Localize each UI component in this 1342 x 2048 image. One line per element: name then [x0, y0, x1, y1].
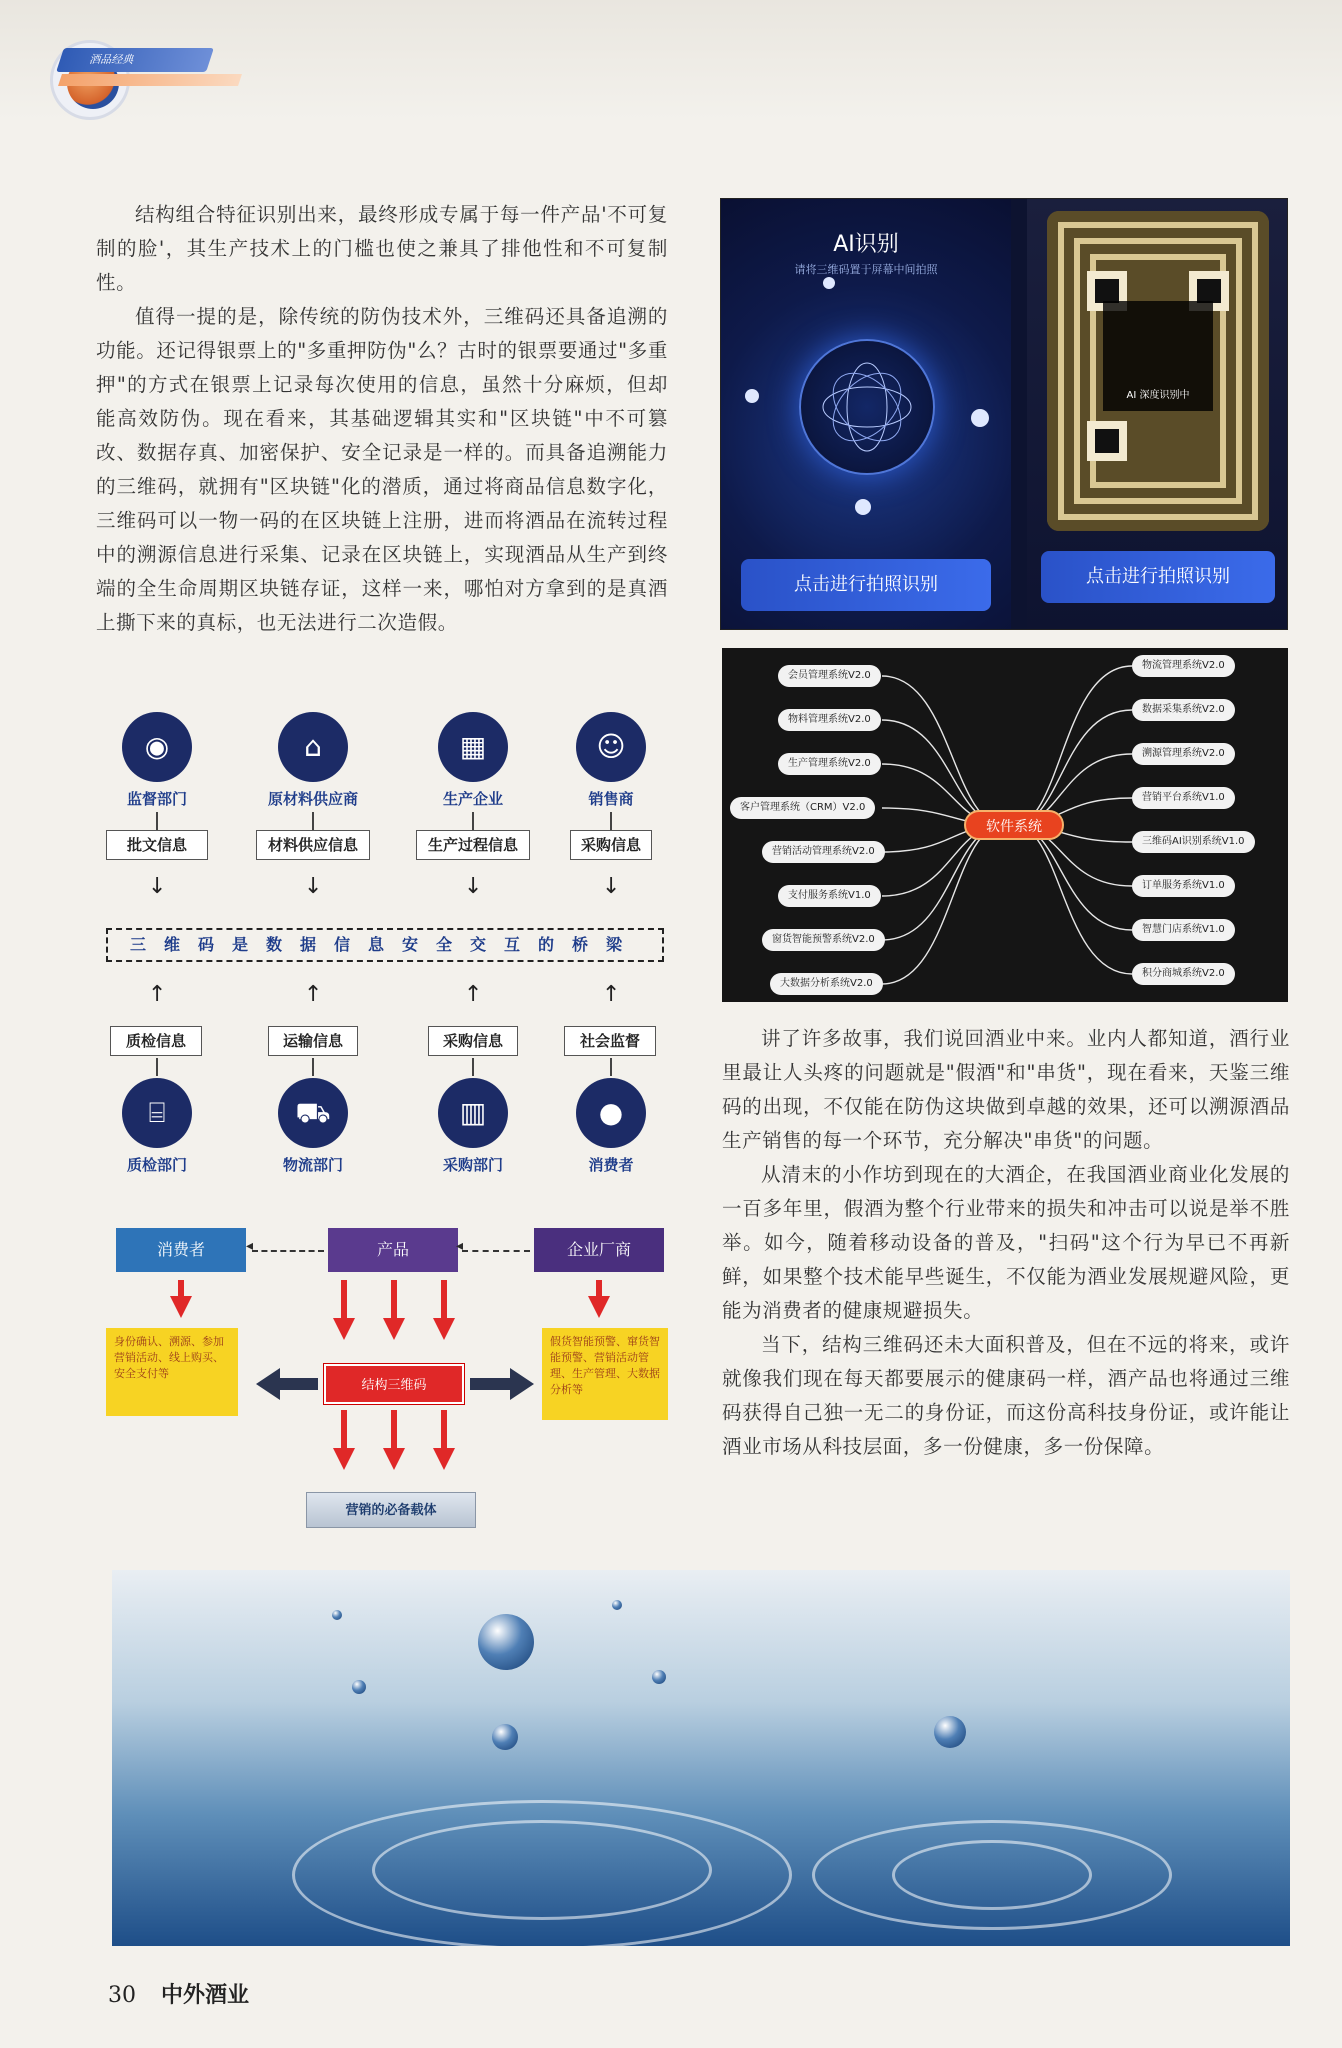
flow-connector [472, 812, 474, 830]
mind-node-left-5: 营销活动管理系统V2.0 [762, 841, 885, 863]
mind-node-left-7: 窗货智能预警系统V2.0 [762, 929, 885, 951]
section-ribbon [56, 48, 214, 72]
flow-connector [610, 812, 612, 830]
red-arrow [391, 1280, 397, 1320]
red-arrow [391, 1410, 397, 1450]
arrow-right-stem [470, 1378, 510, 1390]
flow-connector [312, 812, 314, 830]
water-ripple [892, 1840, 1092, 1910]
ai-dot-icon [745, 389, 759, 403]
mind-node-left-2: 物料管理系统V2.0 [778, 709, 881, 731]
flow-bottom-tag-3: 采购信息 [428, 1026, 518, 1056]
ai-right-screen [1027, 199, 1288, 630]
ai-subtitle: 请将三维码置于屏幕中间拍照 [794, 263, 938, 276]
person-icon: ● [576, 1078, 646, 1148]
flow-bottom-tag-1: 质检信息 [110, 1026, 202, 1056]
arrow-up-icon: ↑ [304, 982, 323, 1007]
mind-node-right-3: 溯源管理系统V2.0 [1132, 743, 1235, 765]
flow-bottom-tag-2: 运输信息 [268, 1026, 358, 1056]
arrow-up-icon: ↑ [602, 982, 621, 1007]
photo-recognize-button-left[interactable]: 点击进行拍照识别 [741, 559, 991, 611]
arrow-down-icon: ↓ [148, 874, 167, 899]
ai-title: AI识别 [833, 232, 899, 257]
water-drop [612, 1600, 622, 1610]
bank-icon: ⌸ [122, 1078, 192, 1148]
arrow-left-icon: ◂ [456, 1238, 464, 1254]
flow-connector [610, 1058, 612, 1076]
ai-dot-icon [971, 409, 989, 427]
red-arrow [341, 1280, 347, 1320]
red-arrow-down-icon [333, 1318, 355, 1340]
page-footer [108, 1978, 249, 2009]
water-drop [934, 1716, 966, 1748]
flow-bottom-title-2: 物流部门 [282, 1156, 343, 1174]
arrow-down-icon: ↓ [602, 874, 621, 899]
mind-node-right-1: 物流管理系统V2.0 [1132, 655, 1235, 677]
red-arrow-down-icon [383, 1318, 405, 1340]
ai-orb-icon [799, 339, 935, 475]
flow-top-tag-1: 批文信息 [106, 830, 208, 860]
consumer-box: 消费者 [116, 1228, 246, 1272]
flow-connector [472, 1058, 474, 1076]
red-arrow [441, 1410, 447, 1450]
flow-bottom-title-1: 质检部门 [126, 1156, 187, 1174]
flow-top-title-2: 原材料供应商 [267, 790, 358, 808]
bridge-banner: 三维码是数据信息安全交互的桥梁 [106, 928, 664, 962]
flow-top-title-4: 销售商 [588, 790, 634, 808]
mind-map-center: 软件系统 [964, 810, 1064, 840]
red-arrow-down-icon [383, 1448, 405, 1470]
arrow-right-icon [510, 1368, 534, 1400]
enterprise-benefits-box: 假货智能预警、窜货智能预警、营销活动管理、生产管理、大数据分析等 [542, 1328, 668, 1420]
red-arrow-down-icon [333, 1448, 355, 1470]
dashed-link [252, 1250, 324, 1252]
right-column-text [722, 1022, 1290, 1464]
mind-node-left-6: 支付服务系统V1.0 [778, 885, 881, 907]
arrow-up-icon: ↑ [148, 982, 167, 1007]
arrow-down-icon: ↓ [304, 874, 323, 899]
arrow-up-icon: ↑ [464, 982, 483, 1007]
flow-connector [156, 1058, 158, 1076]
flow-top-tag-2: 材料供应信息 [256, 830, 370, 860]
photo-recognize-button-right[interactable]: 点击进行拍照识别 [1041, 551, 1275, 603]
ai-left-screen [721, 199, 1011, 630]
arrow-down-icon: ↓ [464, 874, 483, 899]
magazine-name: 中外酒业 [161, 1982, 250, 2008]
right-paragraph-1: 讲了许多故事，我们说回酒业中来。业内人都知道，酒行业里最让人头疼的问题就是"假酒"和"串货"，现在看来，天鉴三维码的出现，不仅能在防伪这块做到卓越的效果，还可以溯源酒品生产销售的每一个环节，充分解决"串货"的问题。 [722, 1027, 1290, 1152]
section-ribbon-accent [58, 74, 242, 86]
ai-dot-icon [855, 499, 871, 515]
consumer-benefits-box: 身份确认、溯源、参加营销活动、线上购买、安全支付等 [106, 1328, 238, 1416]
software-system-mind-map [722, 648, 1288, 1002]
flow-top-title-3: 生产企业 [442, 790, 503, 808]
mind-node-right-2: 数据采集系统V2.0 [1132, 699, 1235, 721]
flow-bottom-title-4: 消费者 [588, 1156, 634, 1174]
red-arrow-down-icon [588, 1296, 610, 1318]
red-arrow-down-icon [170, 1296, 192, 1318]
mind-node-right-5: 三维码AI识别系统V1.0 [1132, 831, 1255, 853]
flow-top-title-1: 监督部门 [126, 790, 187, 808]
left-paragraph-1: 结构组合特征识别出来，最终形成专属于每一件产品'不可复制的脸'，其生产技术上的门槛也使之兼具了排他性和不可复制性。 [96, 203, 668, 294]
qr-code-scan-view [1047, 211, 1269, 531]
product-box: 产品 [328, 1228, 458, 1272]
people-icon: ☺ [576, 712, 646, 782]
ai-recognition-image [720, 198, 1288, 630]
enterprise-box: 企业厂商 [534, 1228, 664, 1272]
red-arrow-down-icon [433, 1448, 455, 1470]
water-ripple [372, 1820, 712, 1920]
building-icon: ▦ [438, 712, 508, 782]
water-drop [652, 1670, 666, 1684]
structure-3d-code-box: 结构三维码 [324, 1364, 464, 1404]
right-paragraph-2: 从清末的小作坊到现在的大酒企，在我国酒业商业化发展的一百多年里，假酒为整个行业带来的损失和冲击可以说是举不胜举。如今，随着移动设备的普及，"扫码"这个行为早已不再新鲜，如果整个技术能早些诞生，不仅能为酒业发展规避风险，更能为消费者的健康规避损失。 [722, 1163, 1290, 1322]
ai-dot-icon [823, 277, 835, 289]
mind-node-right-6: 订单服务系统V1.0 [1132, 875, 1235, 897]
flow-top-tag-3: 生产过程信息 [416, 830, 530, 860]
water-drop [332, 1610, 342, 1620]
water-drop [492, 1724, 518, 1750]
flow-connector [156, 812, 158, 830]
flow-top-tag-4: 采购信息 [570, 830, 652, 860]
section-ribbon-text: 酒品经典 [88, 53, 137, 66]
red-arrow-down-icon [433, 1318, 455, 1340]
mind-node-left-4: 客户管理系统（CRM）V2.0 [730, 797, 875, 819]
right-paragraph-3: 当下，结构三维码还未大面积普及，但在不远的将来，或许就像我们现在每天都要展示的健康码一样，酒产品也将通过三维码获得自己独一无二的身份证，而这份高科技身份证，或许能让酒业市场从科技层面，多一份健康，多一份保障。 [722, 1333, 1290, 1458]
left-paragraph-2: 值得一提的是，除传统的防伪技术外，三维码还具备追溯的功能。还记得银票上的"多重押防伪"么？古时的银票要通过"多重押"的方式在银票上记录每次使用的信息，虽然十分麻烦，但却能高效防伪。现在看来，其基础逻辑其实和"区块链"中不可篡改、数据存真、加密保护、安全记录是一样的。而具备追溯能力的三维码，就拥有"区块链"化的潜质，通过将商品信息数字化，三维码可以一物一码的在区块链上注册，进而将酒品在流转过程中的溯源信息进行采集、记录在区块链上，实现酒品从生产到终端的全生命周期区块链存证，这样一来，哪怕对方拿到的是真酒上撕下来的真标，也无法进行二次造假。 [96, 305, 668, 634]
mind-node-left-8: 大数据分析系统V2.0 [770, 973, 883, 995]
mind-node-left-3: 生产管理系统V2.0 [778, 753, 881, 775]
mind-node-right-4: 营销平台系统V1.0 [1132, 787, 1235, 809]
arrow-left-icon [256, 1368, 280, 1400]
water-splash-photo [112, 1570, 1290, 1946]
flow-bottom-tag-4: 社会监督 [564, 1026, 656, 1056]
flow-bottom-title-3: 采购部门 [442, 1156, 503, 1174]
mind-node-left-1: 会员管理系统V2.0 [778, 665, 881, 687]
water-drop [478, 1614, 534, 1670]
product-code-diagram [96, 1228, 668, 1528]
eye-icon: ◉ [122, 712, 192, 782]
red-arrow [441, 1280, 447, 1320]
arrow-left-icon: ◂ [246, 1238, 254, 1254]
marketing-carrier-box: 营销的必备载体 [306, 1492, 476, 1528]
info-flow-diagram [96, 700, 668, 1200]
office-icon: ▥ [438, 1078, 508, 1148]
store-icon: ⌂ [278, 712, 348, 782]
mind-node-right-7: 智慧门店系统V1.0 [1132, 919, 1235, 941]
mind-node-right-8: 积分商城系统V2.0 [1132, 963, 1235, 985]
red-arrow [341, 1410, 347, 1450]
left-column-text [96, 198, 668, 640]
dashed-link [462, 1250, 530, 1252]
scan-status-label: AI 深度识别中 [1126, 390, 1190, 401]
page-number: 30 [108, 1983, 136, 2008]
flow-connector [312, 1058, 314, 1076]
water-drop [352, 1680, 366, 1694]
truck-icon: ⛟ [278, 1078, 348, 1148]
arrow-left-stem [280, 1378, 318, 1390]
